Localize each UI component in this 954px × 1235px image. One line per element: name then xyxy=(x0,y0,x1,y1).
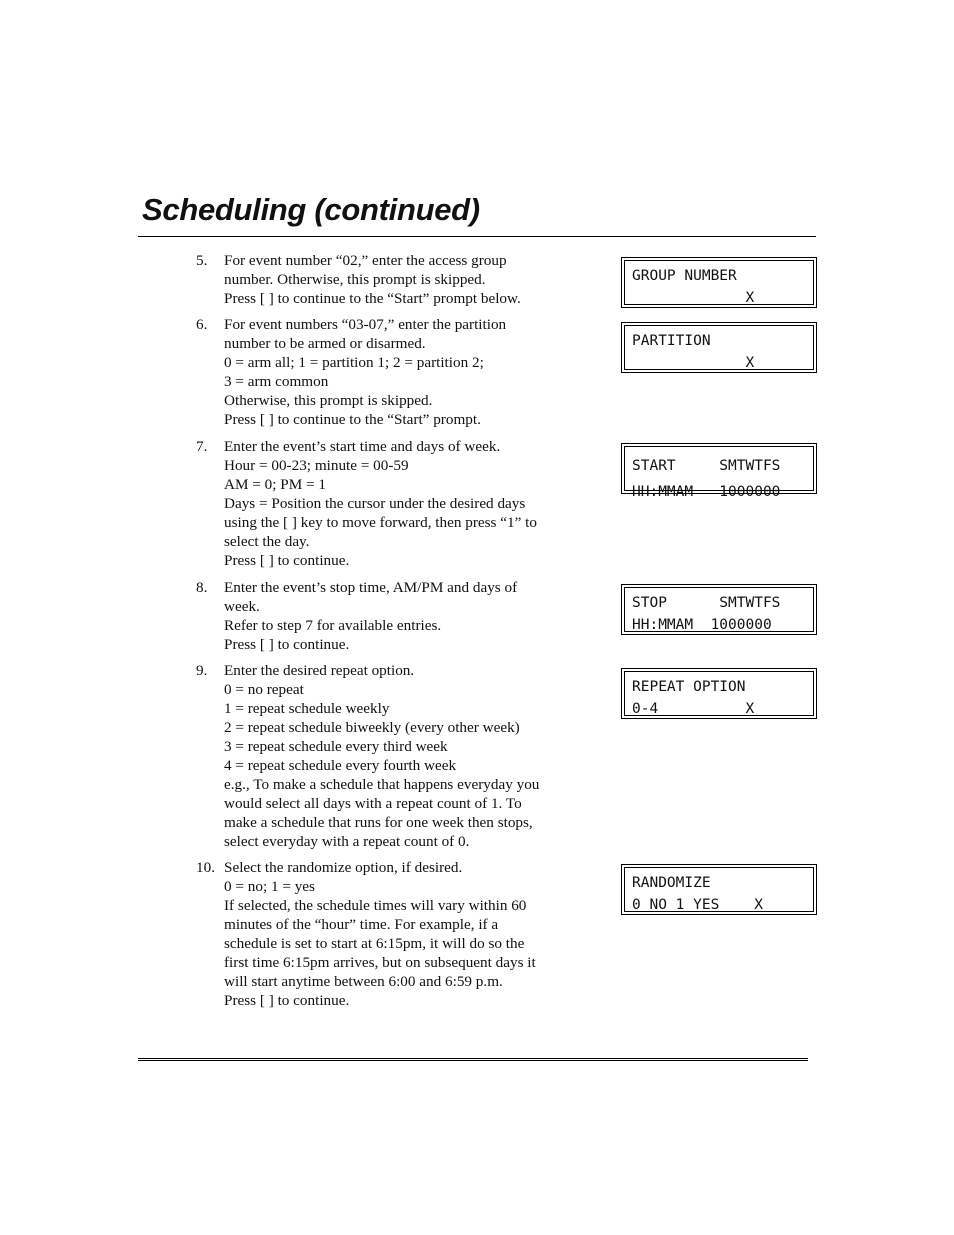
step-line: number to be armed or disarmed. xyxy=(224,335,426,352)
step-line: Otherwise, this prompt is skipped. xyxy=(224,392,433,409)
lcd-line-1: GROUP NUMBER xyxy=(632,268,737,284)
step-line: 0 = no repeat xyxy=(224,681,304,698)
step-line: Press [ ] to continue. xyxy=(224,992,350,1009)
step-line: schedule is set to start at 6:15pm, it will do so the xyxy=(224,935,525,952)
lcd-line-1: RANDOMIZE xyxy=(632,875,711,891)
step-7 xyxy=(196,437,606,570)
lcd-line-1: STOP SMTWTFS xyxy=(632,595,781,611)
lcd-line-2: HH:MMAM 1000000 xyxy=(632,617,772,633)
step-10 xyxy=(196,858,606,1010)
step-number: 5. xyxy=(196,252,208,269)
step-line: Enter the event’s start time and days of week. xyxy=(224,438,501,455)
step-line: Enter the event’s stop time, AM/PM and days of xyxy=(224,579,518,596)
step-line: Days = Position the cursor under the desired days xyxy=(224,495,526,512)
lcd-group-number xyxy=(621,257,817,308)
lcd-partition xyxy=(621,322,817,373)
title-rule xyxy=(138,236,816,237)
lcd-line-2: X xyxy=(632,355,755,371)
step-line: 2 = repeat schedule biweekly (every other week) xyxy=(224,719,520,736)
step-number: 7. xyxy=(196,438,208,455)
lcd-repeat-option xyxy=(621,668,817,719)
step-line: number. Otherwise, this prompt is skipped. xyxy=(224,271,486,288)
step-number: 10. xyxy=(196,859,215,876)
lcd-line-2: 0-4 X xyxy=(632,701,755,717)
step-line: 0 = no; 1 = yes xyxy=(224,878,315,895)
step-line: minutes of the “hour” time. For example, if a xyxy=(224,916,499,933)
step-line: For event numbers “03-07,” enter the partition xyxy=(224,316,507,333)
step-line: Press [ ] to continue to the “Start” prompt. xyxy=(224,411,481,428)
step-line: Select the randomize option, if desired. xyxy=(224,859,463,876)
page-title: Scheduling (continued) xyxy=(142,192,480,227)
step-line: using the [ ] key to move forward, then press “1” to xyxy=(224,514,537,531)
lcd-line-1: REPEAT OPTION xyxy=(632,679,746,695)
lcd-line-1: PARTITION xyxy=(632,333,711,349)
step-8 xyxy=(196,578,606,654)
step-line: 1 = repeat schedule weekly xyxy=(224,700,390,717)
step-line: Press [ ] to continue to the “Start” prompt below. xyxy=(224,290,521,307)
step-line: would select all days with a repeat count of 1. To xyxy=(224,795,522,812)
step-line: will start anytime between 6:00 and 6:59 p.m. xyxy=(224,973,503,990)
step-line: 3 = repeat schedule every third week xyxy=(224,738,448,755)
step-line: make a schedule that runs for one week then stops, xyxy=(224,814,533,831)
step-line: Hour = 00-23; minute = 00-59 xyxy=(224,457,409,474)
step-line: first time 6:15pm arrives, but on subsequent days it xyxy=(224,954,536,971)
step-5 xyxy=(196,251,606,308)
lcd-line-2: X xyxy=(632,290,755,306)
step-line: Press [ ] to continue. xyxy=(224,552,350,569)
lcd-line-2: HH:MMAM 1000000 xyxy=(632,484,781,500)
footer-rule xyxy=(138,1058,808,1061)
step-line: Refer to step 7 for available entries. xyxy=(224,617,442,634)
step-number: 6. xyxy=(196,316,208,333)
step-line: 0 = arm all; 1 = partition 1; 2 = partition 2; xyxy=(224,354,484,371)
lcd-start xyxy=(621,443,817,500)
step-9 xyxy=(196,661,606,851)
step-line: For event number “02,” enter the access group xyxy=(224,252,507,269)
step-line: select everyday with a repeat count of 0. xyxy=(224,833,470,850)
step-number: 8. xyxy=(196,579,208,596)
step-number: 9. xyxy=(196,662,208,679)
step-line: week. xyxy=(224,598,260,615)
step-line: e.g., To make a schedule that happens everyday you xyxy=(224,776,540,793)
step-line: If selected, the schedule times will vary within 60 xyxy=(224,897,527,914)
step-line: select the day. xyxy=(224,533,310,550)
lcd-line-2: 0 NO 1 YES X xyxy=(632,897,763,913)
step-line: 4 = repeat schedule every fourth week xyxy=(224,757,457,774)
step-line: Press [ ] to continue. xyxy=(224,636,350,653)
step-6 xyxy=(196,315,606,429)
step-line: 3 = arm common xyxy=(224,373,329,390)
step-line: Enter the desired repeat option. xyxy=(224,662,415,679)
step-line: AM = 0; PM = 1 xyxy=(224,476,326,493)
lcd-stop xyxy=(621,584,817,635)
lcd-line-1: START SMTWTFS xyxy=(632,458,781,474)
lcd-randomize xyxy=(621,864,817,915)
